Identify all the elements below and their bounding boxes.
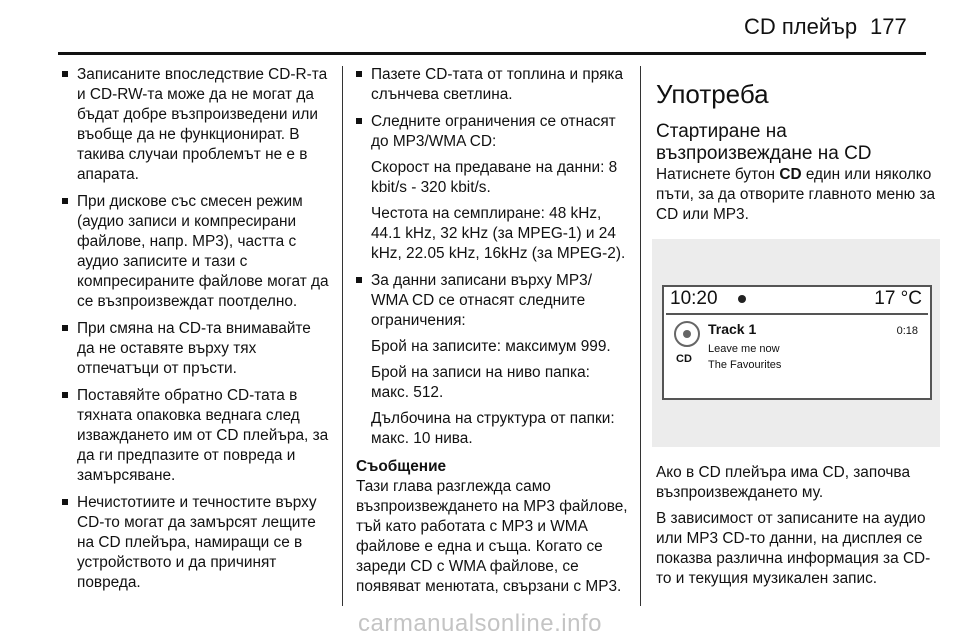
- bullet-subparagraph: Скорост на предаване на данни: 8 kbit/s - 320 kbit/s.: [371, 159, 618, 196]
- watermark: carmanualsonline.info: [358, 610, 602, 637]
- bullet-item: [62, 386, 330, 486]
- bullet-list: [356, 65, 628, 449]
- column-divider: [640, 66, 641, 606]
- bullet-text: Нечистотиите и течностите върху CD-то могат да замърсят лещите на CD плейъра, намиращи се в устройството и да причинят повреда.: [77, 494, 317, 591]
- bullet-square-icon: [62, 325, 68, 331]
- column-divider: [342, 66, 343, 606]
- bullet-subparagraph: Брой на записите: максимум 999.: [371, 338, 611, 355]
- bullet-subparagraph: Честота на семплиране: 48 kHz, 44.1 kHz, 32 kHz (за MPEG-1) и 24 kHz, 22.05 kHz, 16kHz (за MPEG-2).: [371, 205, 626, 262]
- bullet-item: [356, 65, 628, 105]
- intro-paragraph: [656, 165, 936, 225]
- bullet-square-icon: [62, 392, 68, 398]
- notice-heading: Съобщение: [356, 458, 447, 475]
- bullet-text: Поставяйте обратно CD-тата в тяхната опаковка веднага след изваждането им от CD плейъра, за да ги предпазите от повреда и замърсяване.: [77, 387, 329, 484]
- display-divider: [666, 313, 928, 315]
- bullet-list: [62, 65, 330, 593]
- cd-disc-hole: [683, 330, 691, 338]
- notice-text: Тази глава разглежда само възпроизвеждането на MP3 файлове, тъй като работата с MP3 и WMA файлове е една и съща. Когато се зареди CD с WMA файлове, се появяват менютата, свързани с MP3.: [356, 478, 628, 595]
- bullet-square-icon: [356, 71, 362, 77]
- bullet-square-icon: [62, 499, 68, 505]
- bullet-square-icon: [62, 198, 68, 204]
- bullet-item: [356, 271, 628, 449]
- page-number: 177: [870, 14, 907, 39]
- cd-disc-icon: [674, 321, 700, 347]
- bullet-text: При дискове със смесен режим (аудио записи и компресирани файлове, напр. MP3), частта с аудио записите и тази с компресираните файлове могат да се възпроизвеждат поотделно.: [77, 193, 329, 310]
- intro-text-start: Натиснете бутон: [656, 166, 780, 183]
- bullet-text: Пазете CD-тата от топлина и пряка слънчева светлина.: [371, 66, 624, 103]
- bullet-subparagraph: Дълбочина на структура от папки: макс. 10 нива.: [371, 410, 615, 447]
- bullet-square-icon: [62, 71, 68, 77]
- column-middle: [356, 65, 628, 597]
- subsection-title: Стартиране на възпроизвеждане на CD: [656, 121, 872, 164]
- track-artist: Leave me now: [708, 343, 780, 355]
- elapsed-time: 0:18: [896, 325, 918, 337]
- bullet-item: [62, 65, 330, 185]
- bullet-text: За данни записани върху MP3/ WMA CD се отнасят следните ограничения:: [371, 272, 592, 329]
- bullet-square-icon: [356, 118, 362, 124]
- bullet-text: При смяна на CD-та внимавайте да не оставяте върху тях отпечатъци от пръсти.: [77, 320, 311, 377]
- bullet-item: [62, 192, 330, 312]
- source-label: CD: [676, 353, 692, 365]
- bullet-subparagraph: Брой на записи на ниво папка: макс. 512.: [371, 364, 590, 401]
- bullet-text: Следните ограничения се отнасят до MP3/WMA CD:: [371, 113, 616, 150]
- section-title: Употреба: [656, 79, 769, 109]
- bullet-text: Записаните впоследствие CD-R-та и CD-RW-та може да не могат да бъдат добре възпроизведени или въобще да не функционират. В такива случаи проблемът не е в апарата.: [77, 66, 328, 183]
- cd-display-illustration: [652, 239, 940, 447]
- column-right: [656, 65, 936, 595]
- cd-button-name: CD: [779, 166, 802, 183]
- display-screen: [662, 285, 932, 400]
- display-clock: 10:20: [670, 288, 718, 309]
- bullet-item: [356, 112, 628, 264]
- bullet-item: [62, 319, 330, 379]
- track-album: The Favourites: [708, 359, 782, 371]
- status-dot-icon: [738, 295, 746, 303]
- body-paragraph: Ако в CD плейъра има CD, започва възпроизвеждането му.: [656, 464, 910, 501]
- track-title: Track 1: [708, 321, 757, 337]
- header-divider: [58, 52, 926, 55]
- column-left: [62, 65, 330, 600]
- bullet-square-icon: [356, 277, 362, 283]
- display-temperature: 17 °C: [874, 288, 922, 309]
- body-paragraph: В зависимост от записаните на аудио или MP3 CD-то данни, на дисплея се показва различна информация за CD-то и текущия музикален запис.: [656, 510, 931, 587]
- page-header-title: CD плейър: [744, 14, 858, 39]
- bullet-item: [62, 493, 330, 593]
- intro-text-end: един или няколко пъти, за да отворите главното меню за CD или MP3.: [656, 166, 936, 223]
